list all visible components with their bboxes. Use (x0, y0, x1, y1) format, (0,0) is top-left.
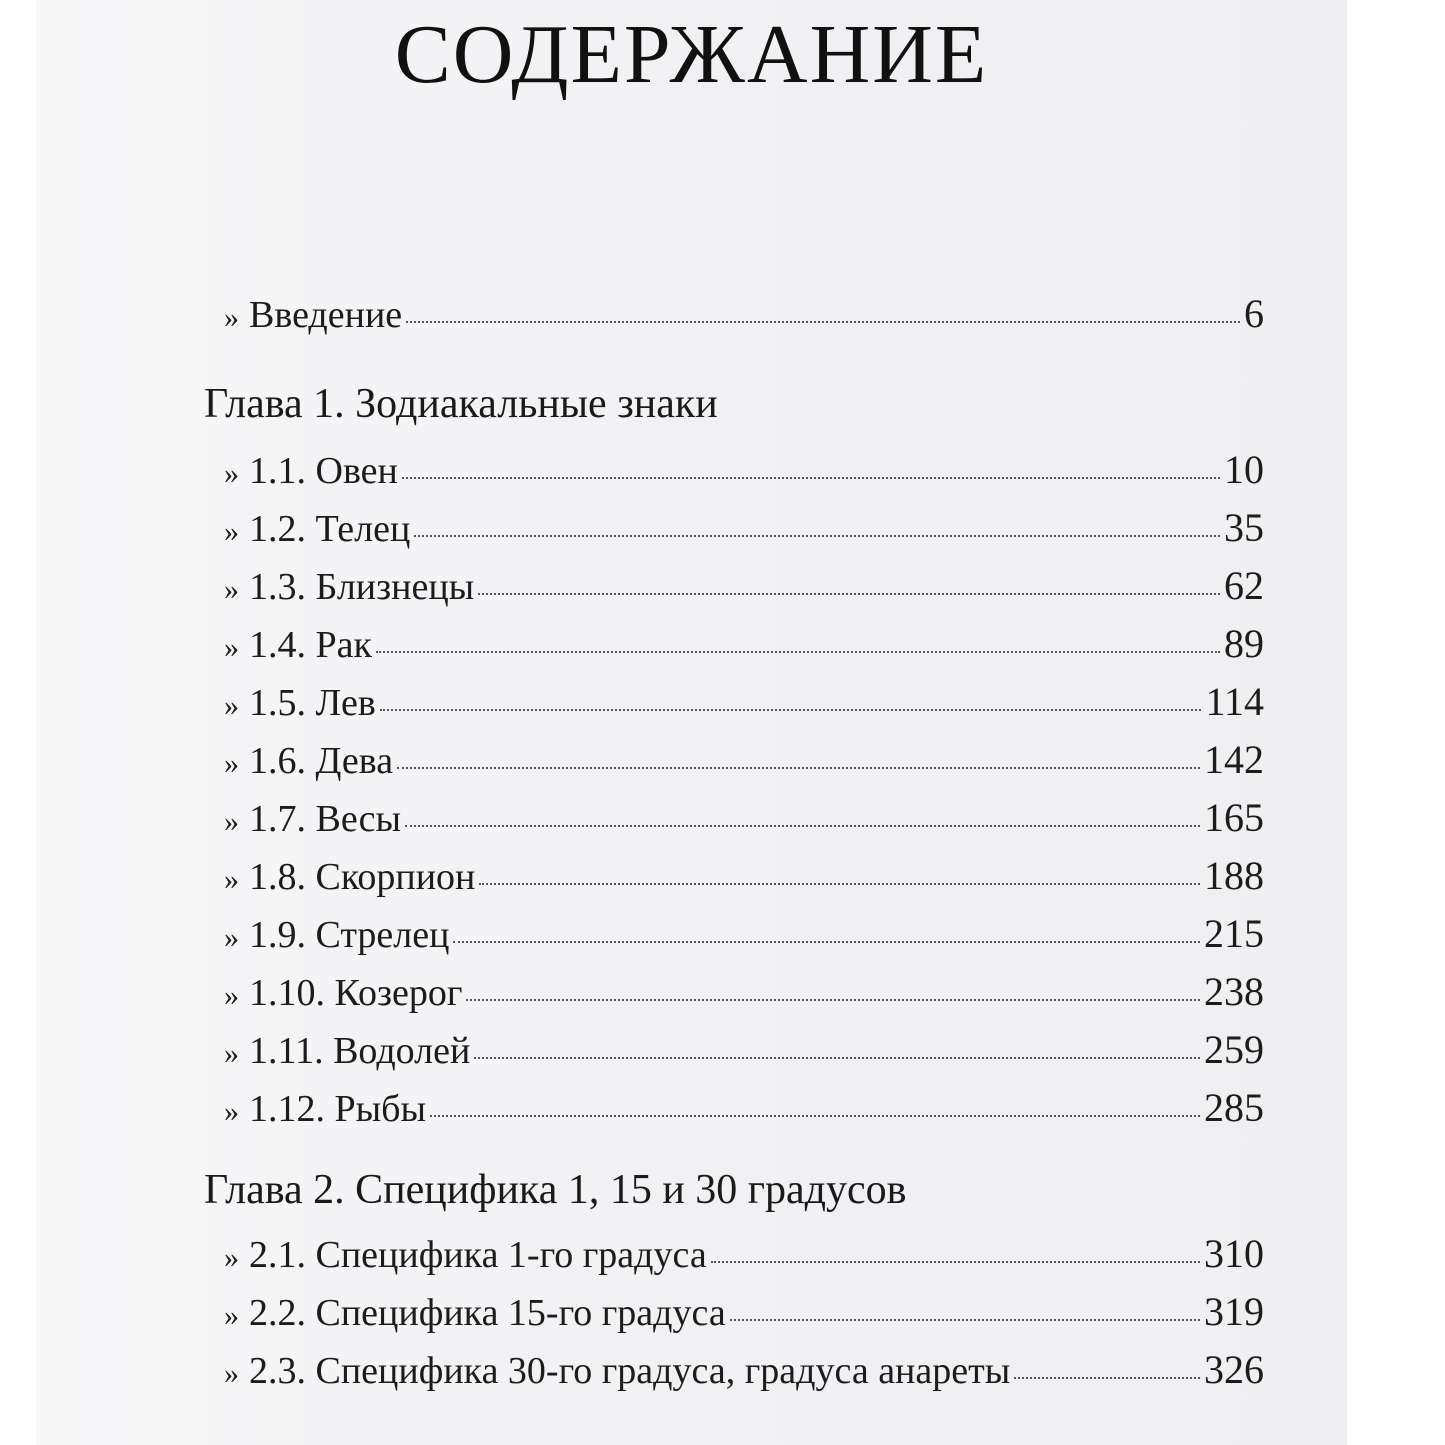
toc-entry[interactable] (224, 446, 1264, 493)
bullet-icon: » (224, 1037, 239, 1070)
toc-entry[interactable] (224, 1346, 1264, 1393)
toc-entry-page: 319 (1204, 1289, 1264, 1334)
bullet-icon: » (224, 631, 239, 664)
toc-entry[interactable] (224, 504, 1264, 551)
toc-entry-label: 1.2. Телец (249, 508, 411, 550)
toc-entry[interactable] (224, 562, 1264, 609)
bullet-icon: » (224, 1357, 239, 1390)
dot-leader (414, 535, 1220, 537)
chapter-heading-2: Глава 2. Специфика 1, 15 и 30 градусов (204, 1167, 907, 1213)
toc-entry[interactable] (224, 1026, 1264, 1073)
toc-entry-label: 2.1. Специфика 1-го градуса (249, 1234, 707, 1276)
toc-entry-page: 114 (1205, 679, 1264, 724)
toc-entry-page: 35 (1224, 505, 1264, 550)
bullet-icon: » (224, 573, 239, 606)
toc-entry-label: 1.8. Скорпион (249, 856, 476, 898)
dot-leader (405, 825, 1200, 827)
dot-leader (478, 593, 1220, 595)
toc-entry-label: 1.5. Лев (249, 682, 376, 724)
dot-leader (1014, 1377, 1200, 1379)
dot-leader (466, 999, 1200, 1001)
dot-leader (430, 1115, 1200, 1117)
toc-entry[interactable] (224, 620, 1264, 667)
dot-leader (380, 709, 1202, 711)
toc-entry-page: 6 (1244, 291, 1264, 336)
bullet-icon: » (224, 805, 239, 838)
toc-entry[interactable] (224, 1084, 1264, 1131)
bullet-icon: » (224, 863, 239, 896)
toc-entry-label: 1.9. Стрелец (249, 914, 450, 956)
toc-entry-page: 285 (1204, 1085, 1264, 1130)
bullet-icon: » (224, 457, 239, 490)
dot-leader (406, 321, 1240, 323)
toc-entry-label: 2.3. Специфика 30-го градуса, градуса анареты (249, 1350, 1011, 1392)
dot-leader (376, 651, 1220, 653)
toc-entry[interactable] (224, 968, 1264, 1015)
bullet-icon: » (224, 689, 239, 722)
toc-entry-page: 215 (1204, 911, 1264, 956)
bullet-icon: » (224, 1095, 239, 1128)
dot-leader (402, 477, 1220, 479)
bullet-icon: » (224, 921, 239, 954)
toc-entry[interactable] (224, 910, 1264, 957)
toc-entry-page: 142 (1204, 737, 1264, 782)
bullet-icon: » (224, 515, 239, 548)
toc-entry-label: 1.3. Близнецы (249, 566, 475, 608)
toc-entry[interactable] (224, 852, 1264, 899)
toc-entry-label: 2.2. Специфика 15-го градуса (249, 1292, 726, 1334)
dot-leader (474, 1057, 1200, 1059)
toc-entry[interactable] (224, 678, 1264, 725)
toc-entry-page: 165 (1204, 795, 1264, 840)
toc-entry-page: 326 (1204, 1347, 1264, 1392)
toc-entry[interactable] (224, 794, 1264, 841)
dot-leader (711, 1261, 1200, 1263)
bullet-icon: » (224, 1299, 239, 1332)
toc-entry-page: 310 (1204, 1231, 1264, 1276)
page-title: СОДЕРЖАНИЕ (394, 8, 989, 101)
toc-entry-label: 1.12. Рыбы (249, 1088, 427, 1130)
toc-entry[interactable] (224, 1230, 1264, 1277)
bullet-icon: » (224, 301, 239, 334)
toc-entry-intro[interactable] (224, 290, 1264, 337)
toc-entry-page: 89 (1224, 621, 1264, 666)
toc-entry-label: 1.7. Весы (249, 798, 402, 840)
chapter-heading-1: Глава 1. Зодиакальные знаки (204, 381, 718, 427)
toc-entry-page: 188 (1204, 853, 1264, 898)
toc-entry-page: 62 (1224, 563, 1264, 608)
bullet-icon: » (224, 1241, 239, 1274)
toc-entry-page: 259 (1204, 1027, 1264, 1072)
toc-entry[interactable] (224, 736, 1264, 783)
dot-leader (453, 941, 1200, 943)
toc-entry-page: 10 (1224, 447, 1264, 492)
toc-entry-page: 238 (1204, 969, 1264, 1014)
toc-entry-label: 1.11. Водолей (249, 1030, 471, 1072)
toc-entry-label: 1.6. Дева (249, 740, 394, 782)
dot-leader (479, 883, 1200, 885)
toc-entry[interactable] (224, 1288, 1264, 1335)
toc-entry-label: Введение (249, 294, 403, 336)
bullet-icon: » (224, 747, 239, 780)
bullet-icon: » (224, 979, 239, 1012)
dot-leader (397, 767, 1200, 769)
toc-entry-label: 1.4. Рак (249, 624, 372, 666)
toc-entry-label: 1.10. Козерог (249, 972, 463, 1014)
book-page (36, 0, 1347, 1445)
dot-leader (730, 1319, 1200, 1321)
toc-entry-label: 1.1. Овен (249, 450, 398, 492)
